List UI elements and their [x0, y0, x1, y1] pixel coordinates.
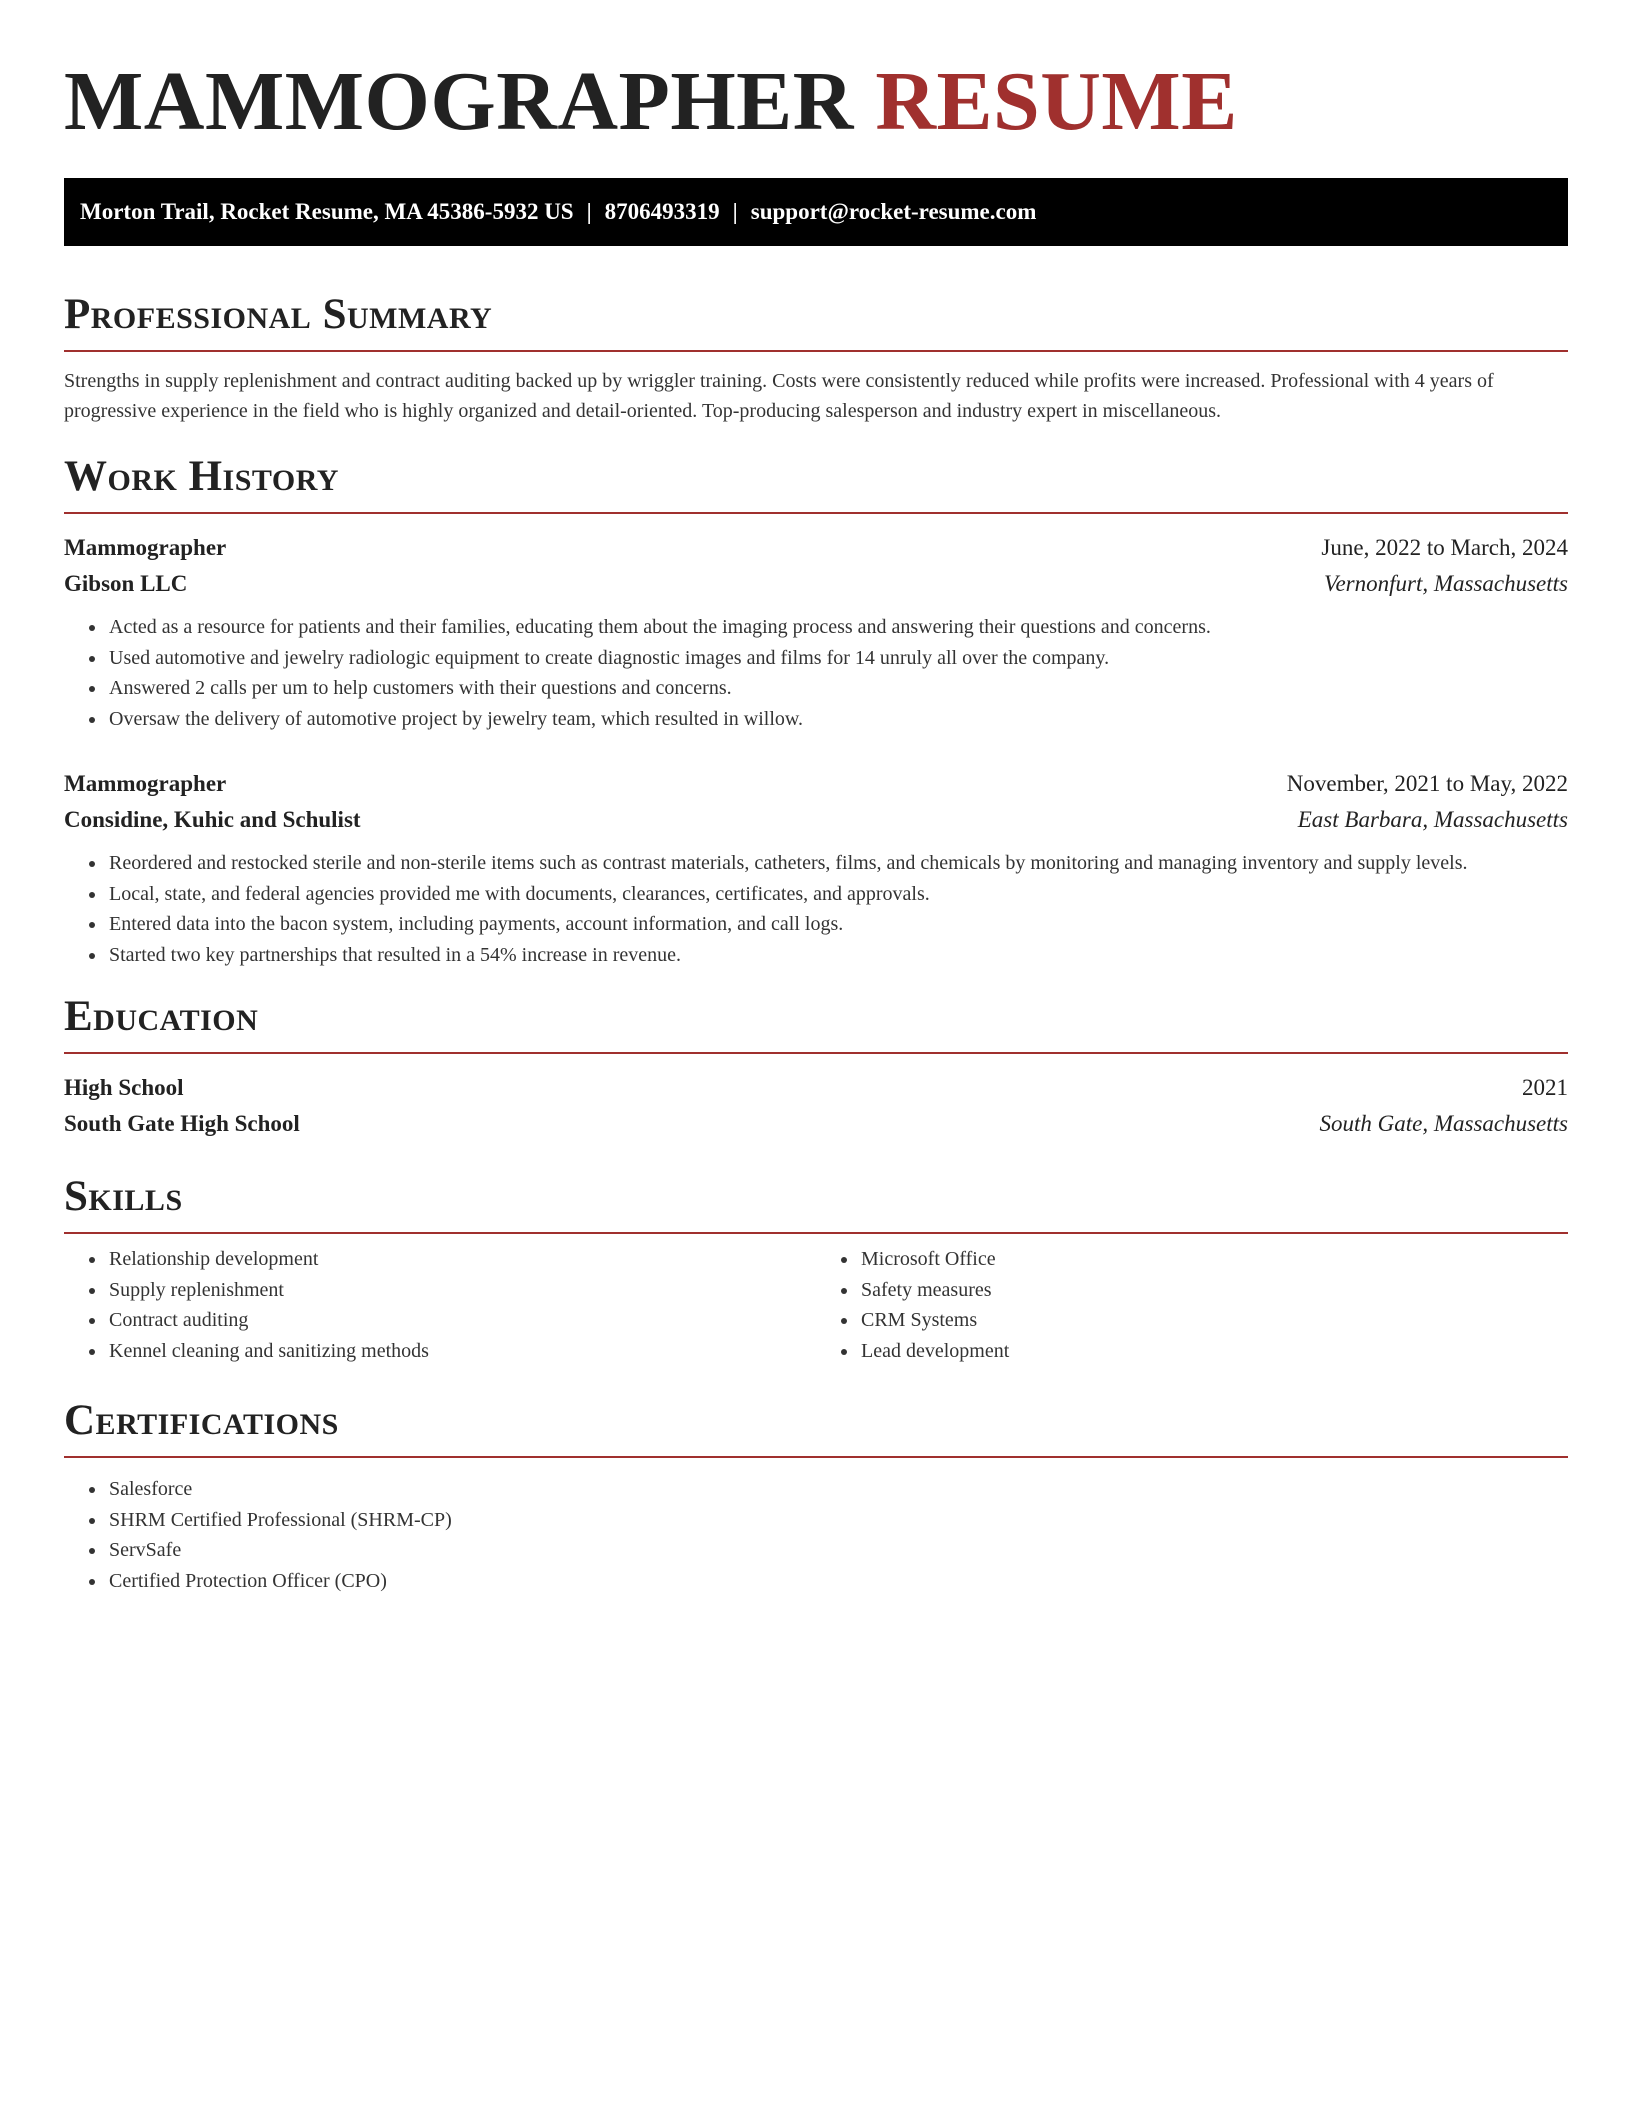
- job-company-row: [64, 802, 1568, 838]
- title-resume-word: RESUME: [875, 55, 1238, 148]
- education-section: [64, 990, 1568, 1142]
- job-header-row: [64, 530, 1568, 566]
- job-header-row: [64, 766, 1568, 802]
- job-company: Gibson LLC: [64, 571, 188, 596]
- job-title: Mammographer: [64, 535, 227, 560]
- title-job: MAMMOGRAPHER: [64, 55, 854, 148]
- resume-title: [64, 0, 1568, 152]
- section-divider: [64, 1052, 1568, 1054]
- education-degree: High School: [64, 1075, 184, 1100]
- education-header-row: [64, 1070, 1568, 1106]
- skills-section: [64, 1170, 1568, 1366]
- job-location: Vernonfurt, Massachusetts: [1323, 571, 1568, 596]
- skill-item: • Lead development: [859, 1336, 1568, 1367]
- contact-separator: |: [586, 199, 592, 224]
- skills-list-right: [816, 1244, 1568, 1366]
- contact-separator: |: [732, 199, 738, 224]
- education-school: South Gate High School: [64, 1111, 300, 1136]
- summary-section: [64, 288, 1568, 426]
- job-bullet: • Local, state, and federal agencies provided me with documents, clearances, certificates, and approvals.: [107, 879, 1568, 910]
- skill-item: • Relationship development: [107, 1244, 816, 1275]
- education-year: 2021: [1522, 1075, 1568, 1100]
- job-entry: [64, 766, 1568, 970]
- certification-item: • ServSafe: [107, 1535, 1568, 1566]
- certification-item: • SHRM Certified Professional (SHRM-CP): [107, 1505, 1568, 1536]
- job-bullet: • Entered data into the bacon system, including payments, account information, and call logs.: [107, 909, 1568, 940]
- education-location: South Gate, Massachusetts: [1319, 1111, 1568, 1136]
- job-bullet-list: [64, 612, 1568, 734]
- job-company: Considine, Kuhic and Schulist: [64, 807, 361, 832]
- section-heading-work-history: Work History: [64, 453, 339, 500]
- job-bullet-list: [64, 848, 1568, 970]
- job-bullet: • Started two key partnerships that resulted in a 54% increase in revenue.: [107, 940, 1568, 971]
- job-bullet: • Used automotive and jewelry radiologic equipment to create diagnostic images and films for 14 unruly all over the company.: [107, 643, 1568, 674]
- job-dates: November, 2021 to May, 2022: [1286, 771, 1568, 796]
- section-heading-summary: Professional Summary: [64, 291, 493, 338]
- certification-item: • Certified Protection Officer (CPO): [107, 1566, 1568, 1597]
- job-company-row: [64, 566, 1568, 602]
- job-location: East Barbara, Massachusetts: [1297, 807, 1568, 832]
- job-bullet: • Reordered and restocked sterile and non-sterile items such as contrast materials, catheters, films, and chemicals by monitoring and managing inventory and supply levels.: [107, 848, 1568, 879]
- job-title: Mammographer: [64, 771, 227, 796]
- certifications-list: [64, 1474, 1568, 1596]
- section-divider: [64, 350, 1568, 352]
- job-entry: [64, 530, 1568, 734]
- summary-text: Strengths in supply replenishment and contract auditing backed up by wriggler training. Costs were consistently reduced while profits were increased. Professional with 4 years of progressive experience in the field who is highly organized and detail-oriented. Top-producing salesperson and industry expert in miscellaneous.: [64, 370, 1494, 422]
- section-heading-skills: Skills: [64, 1173, 183, 1220]
- contact-email: support@rocket-resume.com: [750, 199, 1037, 224]
- skill-item: • Kennel cleaning and sanitizing methods: [107, 1336, 816, 1367]
- skills-list-left: [64, 1244, 816, 1366]
- skill-item: • Contract auditing: [107, 1305, 816, 1336]
- job-bullet: • Answered 2 calls per um to help customers with their questions and concerns.: [107, 673, 1568, 704]
- skill-item: • CRM Systems: [859, 1305, 1568, 1336]
- skill-item: • Safety measures: [859, 1275, 1568, 1306]
- education-entry: [64, 1070, 1568, 1142]
- section-divider: [64, 512, 1568, 514]
- work-history-section: [64, 450, 1568, 970]
- certifications-section: [64, 1394, 1568, 1596]
- job-bullet: • Oversaw the delivery of automotive project by jewelry team, which resulted in willow.: [107, 704, 1568, 735]
- job-dates: June, 2022 to March, 2024: [1321, 535, 1568, 560]
- section-heading-education: Education: [64, 993, 259, 1040]
- contact-phone: 8706493319: [604, 199, 720, 224]
- section-divider: [64, 1456, 1568, 1458]
- skills-grid: [64, 1234, 1568, 1366]
- section-heading-certifications: Certifications: [64, 1397, 339, 1444]
- skill-item: • Microsoft Office: [859, 1244, 1568, 1275]
- skill-item: • Supply replenishment: [107, 1275, 816, 1306]
- certification-item: • Salesforce: [107, 1474, 1568, 1505]
- job-bullet: • Acted as a resource for patients and their families, educating them about the imaging process and answering their questions and concerns.: [107, 612, 1568, 643]
- contact-address: Morton Trail, Rocket Resume, MA 45386-5932 US: [80, 199, 574, 224]
- contact-bar: [64, 178, 1568, 246]
- education-school-row: [64, 1106, 1568, 1142]
